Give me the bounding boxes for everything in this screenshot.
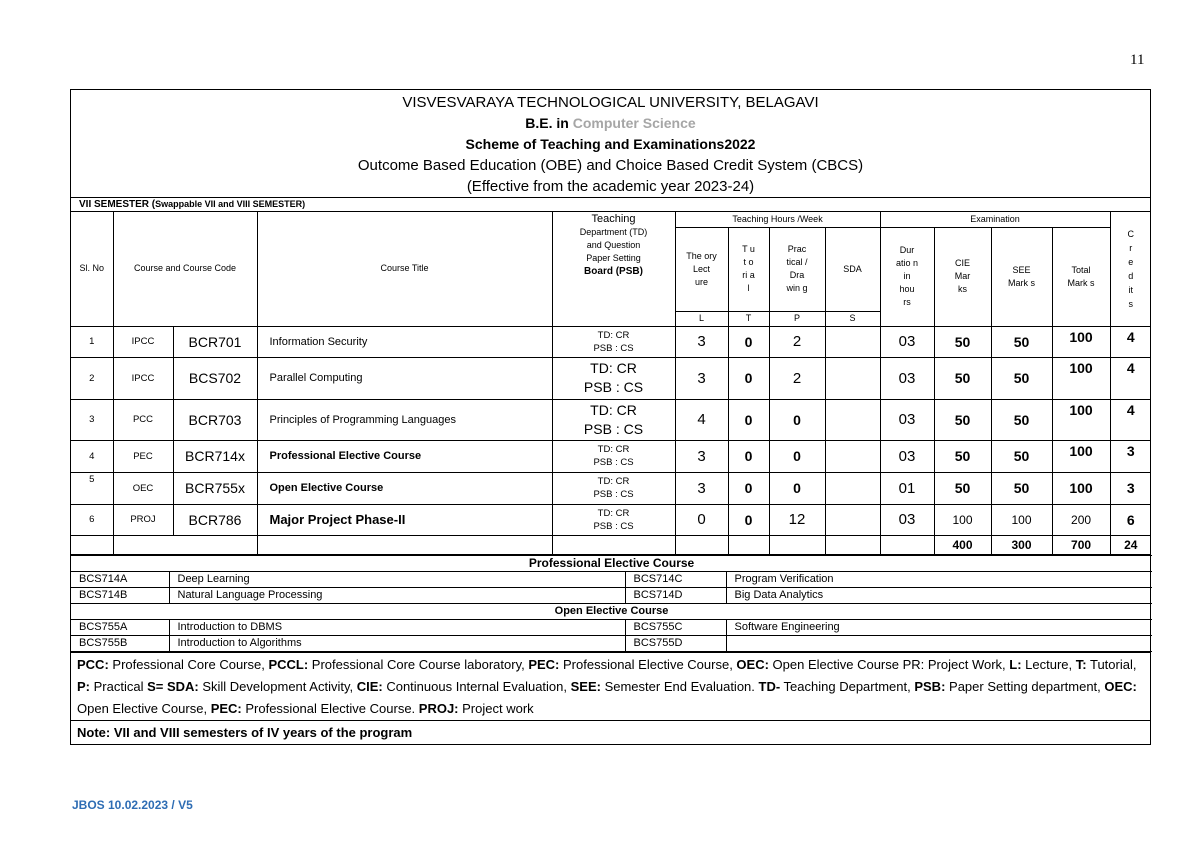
cell-code: BCR786 — [173, 504, 257, 535]
legend-value: Paper Setting department, — [945, 678, 1105, 694]
cell-l: 0 — [675, 504, 728, 535]
pe-title: Program Verification — [726, 571, 1152, 587]
legend-value: Professional Elective Course. — [241, 700, 419, 716]
course-table — [71, 212, 1151, 555]
cell-dept — [552, 399, 675, 440]
cell-dept — [552, 472, 675, 504]
legend-value: Project work — [458, 700, 534, 716]
cell-type: PROJ — [113, 504, 173, 535]
legend-value: Teaching Department, — [780, 678, 915, 694]
col-practical: Prac tical / Dra win g — [769, 227, 825, 311]
cell-cie: 50 — [934, 357, 991, 399]
cell-s — [825, 399, 880, 440]
col-see: SEE Mark s — [991, 227, 1052, 326]
cell-sl: 2 — [71, 357, 113, 399]
col-theory: The ory Lect ure — [675, 227, 728, 311]
cell-code: BCR714x — [173, 440, 257, 472]
cell-s — [825, 440, 880, 472]
cell-see: 100 — [991, 504, 1052, 535]
cell-total: 100 — [1052, 399, 1110, 440]
cell-duration: 01 — [880, 472, 934, 504]
table-row — [71, 440, 1151, 472]
abbreviation-legend — [71, 652, 1150, 721]
table-row — [71, 472, 1151, 504]
col-cie: CIE Mar ks — [934, 227, 991, 326]
cell-psb: PSB : CS — [583, 420, 644, 437]
elective-table — [71, 555, 1152, 652]
cell-l: 3 — [675, 326, 728, 357]
degree-program: Computer Science — [572, 115, 696, 131]
cell-code: BCR703 — [173, 399, 257, 440]
document-header — [71, 90, 1150, 198]
cell-s — [825, 326, 880, 357]
col-p: P — [769, 311, 825, 326]
cell-title: Professional Elective Course — [257, 440, 552, 472]
cell-see: 50 — [991, 326, 1052, 357]
legend-key: P: — [77, 678, 90, 694]
list-item — [71, 571, 1152, 587]
cell-type: IPCC — [113, 357, 173, 399]
cell-t: 0 — [728, 504, 769, 535]
oe-code: BCS755D — [625, 635, 726, 651]
cell-t: 0 — [728, 326, 769, 357]
cell-sl: 5 — [71, 472, 113, 504]
dept-top: Teaching — [591, 213, 636, 225]
cell-sl: 3 — [71, 399, 113, 440]
cell-s — [825, 357, 880, 399]
col-sda: SDA — [825, 227, 880, 311]
cell-l: 3 — [675, 357, 728, 399]
pe-code: BCS714B — [71, 587, 169, 603]
legend-value: Practical — [90, 678, 148, 694]
legend-value: Open Elective Course PR: Project Work, — [768, 656, 1010, 672]
oe-code: BCS755C — [625, 619, 726, 635]
cell-psb: PSB : CS — [593, 457, 634, 468]
program-note: Note: VII and VIII semesters of IV years of the program — [77, 724, 413, 740]
cell-dept — [552, 504, 675, 535]
cell-credits: 4 — [1110, 399, 1151, 440]
dept-mid: Department (TD) and Question Paper Setting — [579, 227, 648, 263]
list-item — [71, 619, 1152, 635]
cell-t: 0 — [728, 357, 769, 399]
cell-see: 50 — [991, 399, 1052, 440]
cell-p: 2 — [769, 357, 825, 399]
cell-dept — [552, 357, 675, 399]
cell-duration: 03 — [880, 357, 934, 399]
cell-td: TD: CR — [597, 329, 630, 341]
pe-code: BCS714C — [625, 571, 726, 587]
cell-l: 3 — [675, 472, 728, 504]
cell-psb: PSB : CS — [583, 379, 644, 395]
legend-key: CIE: — [356, 678, 383, 694]
cell-title: Open Elective Course — [257, 472, 552, 504]
cell-total: 100 — [1052, 472, 1110, 504]
cell-l: 3 — [675, 440, 728, 472]
oe-heading: Open Elective Course — [71, 603, 1152, 619]
col-department — [552, 212, 675, 326]
legend-key: OEC: — [1104, 678, 1137, 694]
table-row — [71, 399, 1151, 440]
col-l: L — [675, 311, 728, 326]
col-sl: Sl. No — [71, 212, 113, 326]
cell-td: TD: CR — [597, 444, 630, 455]
legend-value: Professional Core Course, — [108, 656, 269, 672]
total-see: 300 — [991, 535, 1052, 554]
legend-key: PROJ: — [418, 700, 459, 716]
cell-s — [825, 472, 880, 504]
cell-type: IPCC — [113, 326, 173, 357]
cell-duration: 03 — [880, 399, 934, 440]
cell-type: PCC — [113, 399, 173, 440]
list-item — [71, 635, 1152, 651]
cell-dept — [552, 440, 675, 472]
cell-dept — [552, 326, 675, 357]
totals-row — [71, 535, 1151, 554]
cell-p: 0 — [769, 399, 825, 440]
legend-key: PCCL: — [268, 656, 309, 672]
col-t: T — [728, 311, 769, 326]
cell-cie: 50 — [934, 399, 991, 440]
cell-td: TD: CR — [590, 401, 637, 418]
legend-key: TD- — [758, 678, 781, 694]
list-item — [71, 587, 1152, 603]
scheme-title: Scheme of Teaching and Examinations2022 — [465, 136, 756, 152]
cell-type: OEC — [113, 472, 173, 504]
cell-sl: 6 — [71, 504, 113, 535]
cell-total: 100 — [1052, 440, 1110, 472]
oe-title: Introduction to DBMS — [169, 619, 625, 635]
cell-total: 100 — [1052, 357, 1110, 399]
legend-key: SEE: — [570, 678, 601, 694]
table-row — [71, 504, 1151, 535]
cell-title: Information Security — [257, 326, 552, 357]
cell-t: 0 — [728, 440, 769, 472]
cell-psb: PSB : CS — [593, 342, 634, 354]
col-credits: C r e d it s — [1110, 212, 1151, 326]
col-tutorial: T u t o ri al — [728, 227, 769, 311]
cell-cie: 50 — [934, 472, 991, 504]
cell-see: 50 — [991, 357, 1052, 399]
legend-value: Skill Development Activity, — [198, 678, 357, 694]
oe-title — [726, 635, 1152, 651]
pe-title: Natural Language Processing — [169, 587, 625, 603]
semester-label — [71, 198, 1150, 212]
pe-code: BCS714A — [71, 571, 169, 587]
cell-sl: 4 — [71, 440, 113, 472]
degree-line — [71, 113, 1150, 134]
cell-total: 100 — [1052, 326, 1110, 357]
cell-credits: 3 — [1110, 472, 1151, 504]
dept-bottom: Board (PSB) — [584, 266, 643, 277]
cell-duration: 03 — [880, 440, 934, 472]
cell-code: BCR701 — [173, 326, 257, 357]
cell-td: TD: CR — [597, 507, 630, 519]
cell-title: Major Project Phase-II — [257, 504, 552, 535]
col-total: Total Mark s — [1052, 227, 1110, 326]
total-marks: 700 — [1052, 535, 1110, 554]
scheme-document — [70, 89, 1151, 745]
university-name: VISVESVARAYA TECHNOLOGICAL UNIVERSITY, BELAGAVI — [402, 94, 819, 111]
cell-sl: 1 — [71, 326, 113, 357]
cell-s — [825, 504, 880, 535]
col-s: S — [825, 311, 880, 326]
cell-duration: 03 — [880, 326, 934, 357]
cell-see: 50 — [991, 440, 1052, 472]
cell-p: 12 — [769, 504, 825, 535]
cell-credits: 3 — [1110, 440, 1151, 472]
cell-p: 2 — [769, 326, 825, 357]
cell-psb: PSB : CS — [593, 520, 634, 532]
col-duration: Dur atio n in hou rs — [880, 227, 934, 326]
cell-cie: 100 — [934, 504, 991, 535]
legend-value: Open Elective Course, — [77, 700, 211, 716]
table-row — [71, 357, 1151, 399]
oe-code: BCS755A — [71, 619, 169, 635]
col-course-code: Course and Course Code — [113, 212, 257, 326]
cell-credits: 4 — [1110, 357, 1151, 399]
cell-credits: 4 — [1110, 326, 1151, 357]
cell-t: 0 — [728, 472, 769, 504]
legend-value: Tutorial, — [1086, 656, 1137, 672]
legend-value: Professional Elective Course, — [559, 656, 737, 672]
legend-key: S= SDA: — [147, 678, 199, 694]
semester-title: VII SEMESTER ( — [79, 199, 156, 210]
legend-value: Continuous Internal Evaluation, — [382, 678, 571, 694]
cell-psb: PSB : CS — [593, 489, 634, 500]
cell-code: BCS702 — [173, 357, 257, 399]
legend-key: OEC: — [736, 656, 769, 672]
cell-cie: 50 — [934, 326, 991, 357]
cell-code: BCR755x — [173, 472, 257, 504]
cell-p: 0 — [769, 440, 825, 472]
oe-title: Introduction to Algorithms — [169, 635, 625, 651]
col-course-title: Course Title — [257, 212, 552, 326]
total-cie: 400 — [934, 535, 991, 554]
page-number: 11 — [1130, 52, 1145, 68]
oe-code: BCS755B — [71, 635, 169, 651]
cell-type: PEC — [113, 440, 173, 472]
footer-version: JBOS 10.02.2023 / V5 — [72, 798, 193, 812]
table-row — [71, 326, 1151, 357]
cell-td: TD: CR — [597, 476, 630, 487]
col-teaching-hours: Teaching Hours /Week — [675, 212, 880, 227]
legend-key: T: — [1075, 656, 1087, 672]
legend-value: Lecture, — [1021, 656, 1076, 672]
cell-total: 200 — [1052, 504, 1110, 535]
pe-heading: Professional Elective Course — [71, 555, 1152, 571]
semester-note: Swappable VII and VIII SEMESTER) — [155, 199, 306, 209]
legend-key: L: — [1009, 656, 1022, 672]
legend-key: PEC: — [528, 656, 560, 672]
legend-value: Semester End Evaluation. — [600, 678, 759, 694]
total-credits: 24 — [1110, 535, 1151, 554]
cell-title: Parallel Computing — [257, 357, 552, 399]
pe-title: Big Data Analytics — [726, 587, 1152, 603]
legend-value: Professional Core Course laboratory, — [308, 656, 529, 672]
pe-title: Deep Learning — [169, 571, 625, 587]
obe-line: Outcome Based Education (OBE) and Choice Based Credit System (CBCS) — [357, 157, 864, 174]
legend-key: PEC: — [210, 700, 242, 716]
cell-t: 0 — [728, 399, 769, 440]
cell-title: Principles of Programming Languages — [257, 399, 552, 440]
cell-td: TD: CR — [590, 360, 637, 376]
pe-code: BCS714D — [625, 587, 726, 603]
cell-cie: 50 — [934, 440, 991, 472]
cell-l: 4 — [675, 399, 728, 440]
cell-see: 50 — [991, 472, 1052, 504]
cell-duration: 03 — [880, 504, 934, 535]
legend-key: PCC: — [77, 656, 109, 672]
degree-prefix: B.E. in — [525, 115, 569, 131]
oe-title: Software Engineering — [726, 619, 1152, 635]
legend-key: PSB: — [914, 678, 946, 694]
cell-p: 0 — [769, 472, 825, 504]
col-examination: Examination — [880, 212, 1110, 227]
effective-line: (Effective from the academic year 2023-24) — [466, 178, 755, 195]
cell-credits: 6 — [1110, 504, 1151, 535]
